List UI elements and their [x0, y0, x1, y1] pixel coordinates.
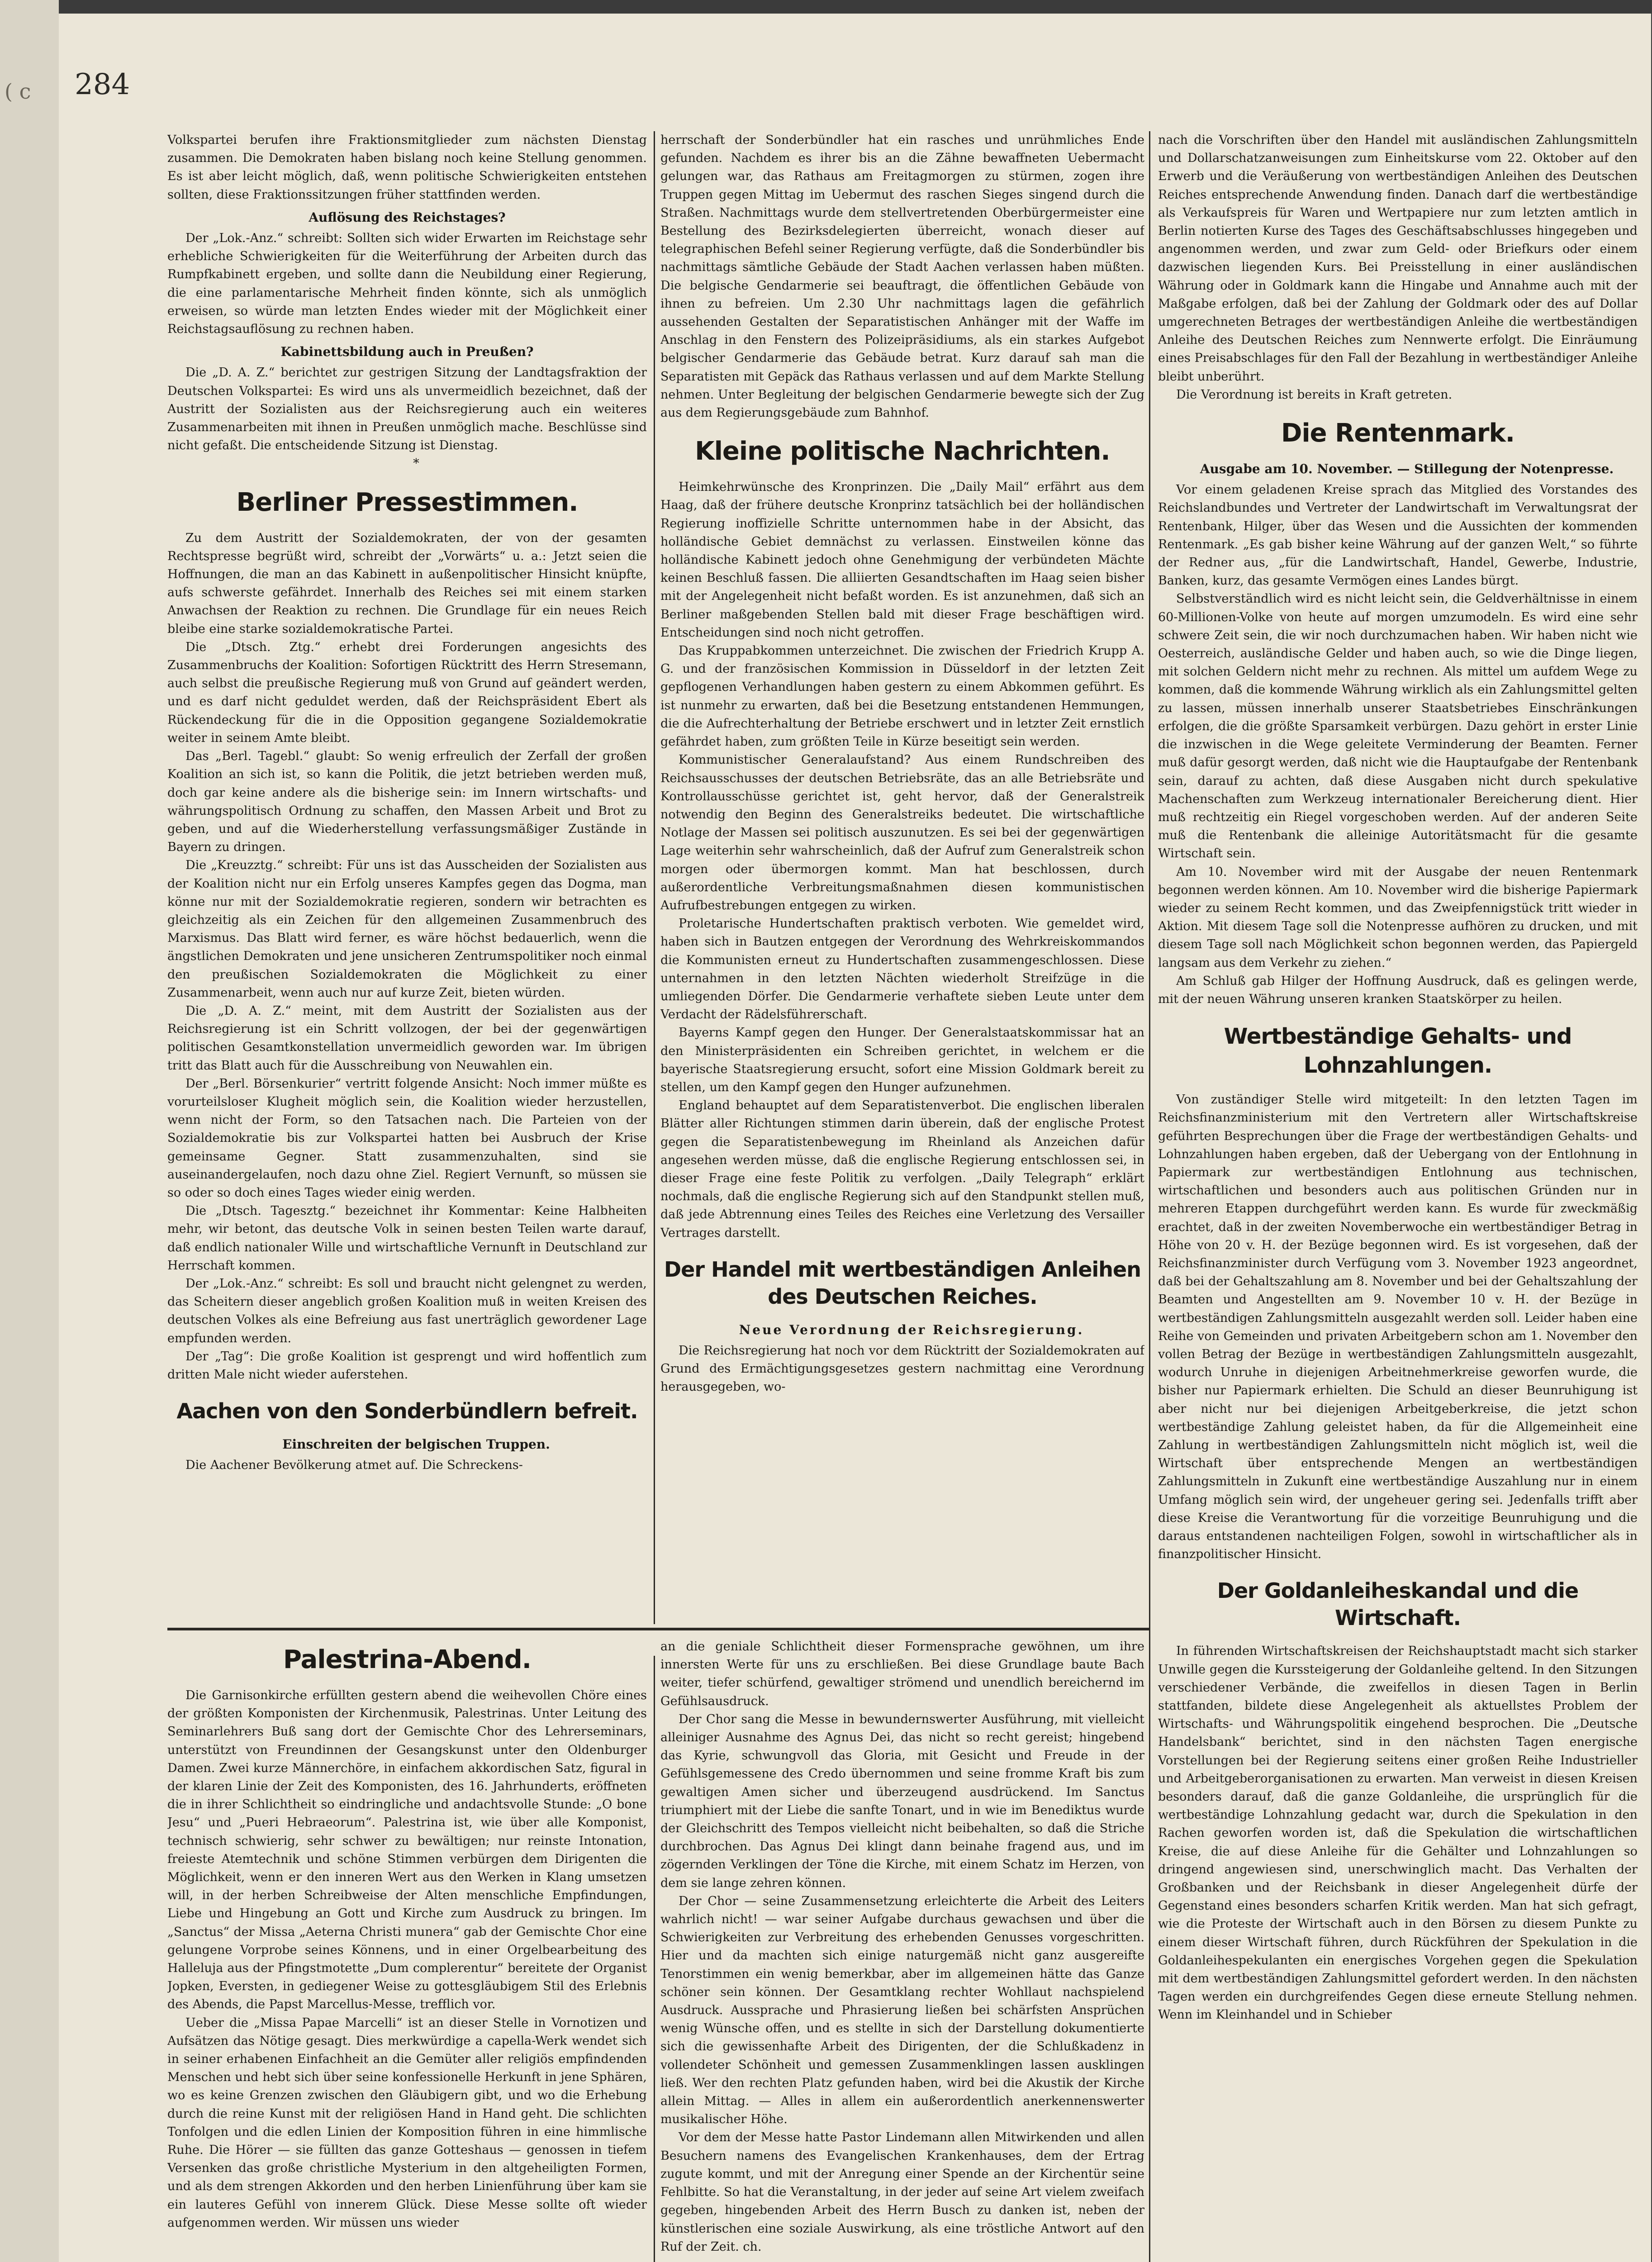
paragraph: Die „D. A. Z.“ meint, mit dem Austritt der Sozialisten aus der Reichsregierung ist ein Schritt vollzogen, der bei der gegenwärtigen politischen Gesamtkonstellation unvermeidlich geworden war. Im übrigen tritt das Blatt auch für die Ausschreibung von Neuwahlen ein.: [167, 1003, 647, 1073]
paragraph: Die „Dtsch. Ztg.“ erhebt drei Forderungen angesichts des Zusammenbruchs der Koalition: Sofortigen Rücktritt des Herrn Stresemann, auch selbst die preußische Regierung muß von Grund auf geändert werden, und es darf nicht geduldet werden, daß der Reichspräsident Ebert als Rückendeckung für die in die Opposition gegangene Sozialdemokratie weiter in seinem Amte bleibt.: [167, 640, 647, 745]
paragraph: Die Reichsregierung hat noch vor dem Rücktritt der Sozialdemokraten auf Grund des Ermächtigungsgesetzes gestern nachmittag eine Verordnung herausgegeben, wo-: [660, 1343, 1144, 1394]
paragraph: Der „Berl. Börsenkurier“ vertritt folgende Ansicht: Noch immer müßte es vorurteilsloser Klugheit möglich sein, die Koalition wieder herzustellen, wenn nicht der Form, so den Tatsachen nach. Die Parteien von der Sozialdemokratie bis zur Volkspartei hatten bei Ausbruch der Krise gemeinsame Gegner. Statt zusammenzuhalten, sind sie auseinandergelaufen, noch dazu ohne Ziel. Regiert Vernunft, so müssen sie so oder so doch eines Tages wieder einig werden.: [167, 1076, 647, 1200]
headline-kleine-nachrichten: Kleine politische Nachrichten.: [695, 437, 1110, 466]
paragraph: Die Garnisonkirche erfüllten gestern abend die weihevollen Chöre eines der größten Komponisten der Kirchenmusik, Palestrinas. Unter Leitung des Seminarlehrers Buß sang dort der Gemischte Chor des Lehrerseminars, unterstützt von Freundinnen der Gesangskunst unter den Oldenburger Damen. Zwei kurze Männerchöre, in einfachem akkordischen Satz, figural in der klaren Linie der Zeit des Komponisten, des 16. Jahrhunderts, eröffneten die in ihrer Schlichtheit so eindringliche und andachtsvolle Stunde: „O bone Jesu“ und „Pueri Hebraeorum“. Palestrina ist, wie über alle Komponist, technisch schwierig, sehr schwer zu bewältigen; nur reinste Intonation, freieste Atemtechnik und schöne Stimmen verbürgen dem Dirigenten die Möglichkeit, wenn er den inneren Wert aus den Werken in Klang umsetzen will, in der herben Schreibweise der Alten menschliche Empfindungen, Liebe und Hingebung an Gott und Kirche zum Ausdruck zu bringen. Im „Sanctus“ der Missa „Aeterna Christi munera“ gab der Gemischte Chor eine gelungene Vorprobe seines Könnens, und in einer Orgelbearbeitung des Halleluja aus der Pfingstmotette „Dum complerentur“ bereitete der Organist Jopken, Eversten, in gediegener Weise zu gottesgläubigem Stil des Erlebnis des Abends, die Papst Marcellus-Messe, trefflich vor.: [167, 1688, 647, 2012]
headline-goldanleiheskandal: Der Goldanleiheskandal und die Wirtschaft.: [1217, 1578, 1579, 1630]
paragraph: Die Verordnung ist bereits in Kraft getreten.: [1176, 387, 1453, 402]
headline-palestrina-abend: Palestrina-Abend.: [283, 1645, 531, 1674]
paragraph: herrschaft der Sonderbündler hat ein rasches und unrühmliches Ende gefunden. Nachdem es ihrer bis an die Zähne bewaffneten Uebermacht gelungen war, das Rathaus am Freitagmorgen zu stürmen, zogen ihre Truppen gegen Mittag im Uebermut des raschen Sieges singend durch die Straßen. Nachmittags wurde dem stellvertretenden Oberbürgermeister eine Bestellung des Bezirksdelegierten überreicht, wonach dieser auf telegraphischen Befehl seiner Regierung verfügte, daß die Sonderbündler bis nachmittags sämtliche Gebäude der Stadt Aachen verlassen haben müßten. Die belgische Gendarmerie sei beauftragt, die öffentlichen Gebäude von ihnen zu befreien. Um 2.30 Uhr nachmittags lagen die gefährlich aussehenden Gestalten der Separatistischen Anhänger mit der Waffe im Anschlag in den Fenstern des Polizeipräsidiums, als ein starkes Aufgebot belgischer Gendarmerie das Gebäude betrat. Kurz darauf sah man die Separatisten mit Gepäck das Rathaus verlassen und auf dem Markte Stellung nehmen. Unter Begleitung der belgischen Gendarmerie bewegte sich der Zug aus dem Regierungsgebäude zum Bahnhof.: [660, 133, 1144, 420]
section-divider: [167, 1628, 1149, 1630]
page-number: 284: [75, 68, 130, 101]
paragraph: Der „Lok.-Anz.“ schreibt: Es soll und braucht nicht gelengnet zu werden, das Scheitern dieser angeblich großen Koalition muß in weiten Kreisen des deutschen Volkes als eine Befreiung aus fast unerträglich gewordener Lage empfunden werden.: [167, 1276, 647, 1345]
paragraph: Selbstverständlich wird es nicht leicht sein, die Geldverhältnisse in einem 60-Millionen-Volke von heute auf morgen umzumodeln. Es wird eine sehr schwere Zeit sein, die wir noch durchzumachen haben. Wir haben nicht wie Oesterreich, ausländische Gelder und haben auch, so wie die Dinge liegen, mit solchen Geldern nicht mehr zu rechnen. Als mittel um aufdem Wege zu kommen, daß die kommende Währung wirklich als ein Zahlungsmittel gelten zu lassen, müssen innerhalb unserer Staatsbetriebes Einschränkungen erfolgen, die die größte Sparsamkeit verbürgen. Dazu gehört in erster Linie die inzwischen in die Wege geleitete Verminderung der Beamten. Ferner muß dafür gesorgt werden, daß nicht wie die Hauptaufgabe der Rentenbank sein, darauf zu achten, daß diese Ausgaben nicht durch spekulative Machenschaften zum Werkzeug internationaler Bereicherung dient. Hier muß rechtzeitig ein Riegel vorgeschoben werden. Auf der anderen Seite muß die Rentenbank die alleinige Autoritätsmacht für die gesamte Wirtschaft sein.: [1158, 592, 1638, 861]
paragraph: Vor einem geladenen Kreise sprach das Mitglied des Vorstandes des Reichslandbundes und Vertreter der Landwirtschaft im Verwaltungsrat der Rentenbank, Hilger, über das Wesen und die Aussichten der kommenden Rentenmark. „Es gab bisher keine Währung auf der ganzen Welt,“ so führte der Redner aus, „für die Landwirtschaft, Handel, Gewerbe, Industrie, Banken, kurz, das gesamte Vermögen eines Landes bürgt.: [1158, 483, 1638, 588]
paragraph: Die „D. A. Z.“ berichtet zur gestrigen Sitzung der Landtagsfraktion der Deutschen Volkspartei: Es wird uns als unvermeidlich bezeichnet, daß der Austritt der Sozialisten aus der Reichsregierung auch ein weiteres Zusammenarbeiten mit ihnen in Preußen unmöglich mache. Beschlüsse sind nicht gefaßt. Die entscheidende Sitzung ist Dienstag.: [167, 366, 647, 453]
paragraph: Volkspartei berufen ihre Fraktionsmitglieder zum nächsten Dienstag zusammen. Die Demokraten haben bislang noch keine Stellung genommen. Es ist aber leicht möglich, daß, wenn politische Schwierigkeiten entstehen sollten, diese Fraktionssitzungen früher stattfinden werden.: [167, 133, 647, 202]
feuilleton-column-1: [167, 1638, 647, 2262]
subheadline: Neue Verordnung der Reichsregierung.: [739, 1322, 1084, 1337]
paragraph: Die „Dtsch. Tagesztg.“ bezeichnet ihr Kommentar: Keine Halbheiten mehr, wir betont, das deutsche Volk in seinen besten Teilen warte darauf, daß endlich nationaler Wille und wirtschaftliche Vernunft in Deutschland zur Herrschaft kommen.: [167, 1204, 647, 1273]
scan-margin: [0, 0, 59, 2262]
subheadline: Ausgabe am 10. November. — Stillegung der Notenpresse.: [1200, 461, 1614, 477]
paragraph: England behauptet auf dem Separatistenverbot. Die englischen liberalen Blätter aller Richtungen stimmen darin überein, daß der englische Protest gegen die Separatistenbewegung im Rheinland als Anzeichen dafür angesehen werden müsse, daß die englische Regierung entschlossen sei, in dieser Frage eine feste Politik zu verfolgen. „Daily Telegraph“ erklärt nochmals, daß die englische Regierung sich auf den Standpunkt stellen muß, daß jede Abtrennung eines Teiles des Reiches eine Verletzung des Versailler Vertrages darstellt.: [660, 1098, 1144, 1240]
paragraph: Die „Kreuzztg.“ schreibt: Für uns ist das Ausscheiden der Sozialisten aus der Koalition nicht nur ein Erfolg unseres Kampfes gegen das Dogma, man könne nur mit der Sozialdemokratie regieren, sondern wir betrachten es gleichzeitig als ein Zeichen für den allgemeinen Zusammenbruch des Marxismus. Das Blatt wird ferner, es wäre höchst bedauerlich, wenn die ängstlichen Demokraten und jene unsicheren Zentrumspolitiker noch einmal den preußischen Sozialdemokraten die Möglichkeit zu einer Zusammenarbeit, wenn auch nur auf kurze Zeit, bieten würden.: [167, 858, 647, 1000]
feuilleton-column-2: [660, 1638, 1144, 2262]
column-2: [660, 131, 1144, 1624]
headline-wertbestaendige-gehalts: Wertbeständige Gehalts- und Lohnzahlungen.: [1224, 1024, 1572, 1079]
paragraph: Die Aachener Bevölkerung atmet auf. Die Schreckens-: [185, 1458, 523, 1473]
paragraph: Proletarische Hundertschaften praktisch verboten. Wie gemeldet wird, haben sich in Bautzen entgegen der Verordnung des Wehrkreiskommandos die Kommunisten erneut zu Hundertschaften zusammengeschlossen. Diese unternahmen in den letzten Nächten wiederholt Streifzüge in die umliegenden Dörfer. Die Gendarmerie verhaftete sieben Leute unter dem Verdacht der Rädelsführerschaft.: [660, 917, 1144, 1022]
paragraph: Der „Lok.-Anz.“ schreibt: Sollten sich wider Erwarten im Reichstage sehr erhebliche Schwierigkeiten für die Weiterführung der Arbeiten durch das Rumpfkabinett ergeben, und sollte dann die Neubildung einer Regierung, die eine parlamentarische Mehrheit finden könnte, sich als unmöglich erweisen, so würde man letzten Endes wieder mit der Möglichkeit einer Reichstagsauflösung zu rechnen haben.: [167, 231, 647, 337]
paragraph: an die geniale Schlichtheit dieser Formensprache gewöhnen, um ihre innersten Werte für uns zu erschließen. Bei diese Grundlage baute Bach weiter, tiefer schürfend, gewaltiger strömend und unendlich bereichernd im Gefühlsausdruck.: [660, 1639, 1144, 1708]
column-rule-3: [654, 1656, 655, 2262]
paragraph: Zu dem Austritt der Sozialdemokraten, der von der gesamten Rechtspresse begrüßt wird, schreibt der „Vorwärts“ u. a.: Jetzt seien die Hoffnungen, die man an das Kabinett in außenpolitischer Hinsicht knüpfte, aufs schwerste gefährdet. Innerhalb des Reiches sei mit einem starken Anwachsen der Reaktion zu rechnen. Die Grundlage für ein neues Reich bleibe eine starke sozialdemokratische Partei.: [167, 531, 647, 636]
paragraph: Das „Berl. Tagebl.“ glaubt: So wenig erfreulich der Zerfall der großen Koalition an sich ist, so kann die Politik, die jetzt betrieben werden muß, doch gar keine andere als die bisherige sein: im Innern wirtschafts- und währungspolitisch Ordnung zu schaffen, den Massen Arbeit und Brot zu geben, und auf die Wiederherstellung verfassungsmäßiger Zustände in Bayern zu dringen.: [167, 749, 647, 855]
margin-marks: ( c: [5, 79, 31, 104]
paragraph: Der Chor sang die Messe in bewundernswerter Ausführung, mit vielleicht alleiniger Ausnahme des Agnus Dei, das nicht so recht gereist; hingebend das Kyrie, schwungvoll das Gloria, mit Gesicht und Freude in der Gefühlsgemessene des Credo übernommen und seine fromme Kraft bis zum gewaltigen Amen sicher und überzeugend ausdrückend. Im Sanctus triumphiert mit der Liebe die sanfte Tonart, und in wie im Benediktus wurde der Gleichschritt des Tempos vielleicht nicht beibehalten, so daß die Striche durchbrochen. Das Agnus Dei klingt dann beinahe fragend aus, und im zögernden Verklingen der Töne die Kirche, mit einem Schatz im Herzen, von dem sie lange zehren können.: [660, 1712, 1144, 1890]
paragraph: Vor dem der Messe hatte Pastor Lindemann allen Mitwirkenden und allen Besuchern namens des Evangelischen Krankenhauses, dem der Ertrag zugute kommt, und mit der Anregung einer Spende an der Kirchentür seine Fehlbitte. So hat die Veranstaltung, in der jeder auf seine Art vielem zweifach gegeben, hingebenden Arbeit des Herrn Busch zu danken ist, neben der künstlerischen eine soziale Auswirkung, als eine tröstliche Antwort auf den Ruf der Zeit. ch.: [660, 2130, 1144, 2254]
headline-aachen: Aachen von den Sonderbündlern befreit.: [176, 1399, 638, 1424]
paragraph: Kommunistischer Generalaufstand? Aus einem Rundschreiben des Reichsausschusses der deutschen Betriebsräte, das an alle Betriebsräte und Kontrollausschüsse gerichtet ist, geht hervor, daß der Generalstreik notwendig den Beginn des Generalstreiks bedeutet. Die wirtschaftliche Notlage der Massen sei politisch auszunutzen. Es sei bei der gegenwärtigen Lage weiterhin sehr wahrscheinlich, daß der Aufruf zum Generalstreik schon morgen oder übermorgen kommt. Man hat beschlossen, durch außerordentliche Verbreitungsmaßnahmen diesen kommunistischen Aufrufbestrebungen entgegen zu wirken.: [660, 753, 1144, 912]
paragraph: Das Kruppabkommen unterzeichnet. Die zwischen der Friedrich Krupp A. G. und der französischen Kommission in Düsseldorf in der letzten Zeit gepflogenen Verhandlungen haben gestern zu einem Abkommen geführt. Es ist nunmehr zu erwarten, daß bei die Besetzung entstandenen Hemmungen, die die Aufrechterhaltung der Betriebe erschwert und in letzter Zeit ernstlich gefährdet haben, zum größten Teile in Kürze beseitigt sein werden.: [660, 644, 1144, 749]
paragraph: Der Chor — seine Zusammensetzung erleichterte die Arbeit des Leiters wahrlich nicht! — war seiner Aufgabe durchaus gewachsen und über die Schwierigkeiten zur Verbreitung des erhebenden Genusses vorgeschritten. Hier und da machten sich einige naturgemäß nicht ganz ausgereifte Tenorstimmen ein wenig bemerkbar, aber im allgemeinen hätte das Ganze schöner sein können. Der Gesamtklang rechter Wohllaut nachspielend Ausdruck. Aussprache und Phrasierung ließen bei schärfsten Ansprüchen wenig Wünsche offen, und es stellte in sich der Darstellung dokumentierte sich die gewissenhafte Arbeit des Dirigenten, der die Schlußkadenz in vollendeter Schönheit und gemessen Zusammenklingen lassen ausklingen ließ. Wer den rechten Platz gefunden haben, wird bei die Akustik der Kirche allein Mittag. — Alles in allem ein außerordentlich anerkennenswerter musikalischer Höhe.: [660, 1894, 1144, 2127]
paragraph: Heimkehrwünsche des Kronprinzen. Die „Daily Mail“ erfährt aus dem Haag, daß der frühere deutsche Kronprinz tatsächlich bei der holländischen Regierung inoffizielle Schritte unternommen habe in der Absicht, das holländische Gebiet demnächst zu verlassen. Einstweilen könne das holländische Kabinett jedoch ohne Genehmigung der verbündeten Mächte keinen Beschluß fassen. Die alliierten Gesandtschaften im Haag seien bisher mit der Angelegenheit nicht befaßt worden. Es ist anzunehmen, daß sich an Berliner maßgebenden Stellen bald mit dieser Frage beschäftigen wird. Entscheidungen sind noch nicht getroffen.: [660, 480, 1144, 640]
paragraph: Am Schluß gab Hilger der Hoffnung Ausdruck, daß es gelingen werde, mit der neuen Währung unseren kranken Staatskörper zu heilen.: [1158, 974, 1638, 1006]
subheadline: Einschreiten der belgischen Truppen.: [282, 1437, 550, 1452]
paragraph: nach die Vorschriften über den Handel mit ausländischen Zahlungsmitteln und Dollarschatzanweisungen zum Einheitskurse vom 22. Oktober auf den Erwerb und die Veräußerung von wertbeständigen Anleihen des Deutschen Reiches entsprechende Anwendung finden. Danach darf die wertbeständige als Verkaufspreis für Waren und Wertpapiere nur zum letzten amtlich in Berlin notierten Kurse des Tages des Geschäftsabschlusses hingegeben und angenommen werden, und zwar zum Geld- oder Briefkurs oder einem dazwischen liegenden Kurs. Bei Preisstellung in einer ausländischen Währung oder in Goldmark kann die Hingabe und Annahme auch mit der Maßgabe erfolgen, daß bei der Zahlung der Goldmark oder des auf Dollar umgerechneten Betrages der wertbeständigen Anleihe die wertbeständigen Anleihe des Deutschen Reiches zum Nennwerte erfolgt. Die Einräumung eines Preisabschlages für den Fall der Bezahlung in wertbeständiger Anleihe bleibt unberührt.: [1158, 133, 1638, 384]
headline-berliner-pressestimmen: Berliner Pressestimmen.: [236, 487, 578, 517]
paragraph: Am 10. November wird mit der Ausgabe der neuen Rentenmark begonnen werden können. Am 10. November wird die bisherige Papiermark wieder zu seinem Recht kommen, und das Zweipfennigstück tritt wieder in Aktion. Mit diesem Tage soll die Notenpresse aufhören zu drucken, und mit diesem Tage soll nach Möglichkeit schon begonnen werden, das Papiergeld langsam aus dem Verkehr zu ziehen.“: [1158, 865, 1638, 970]
paragraph: Bayerns Kampf gegen den Hunger. Der Generalstaatskommissar hat an den Ministerpräsidenten ein Schreiben gerichtet, in welchem er die bayerische Staatsregierung ersucht, sofort eine Mission Goldmark bereit zu stellen, um den Kampf gegen den Hunger aufzunehmen.: [660, 1026, 1144, 1094]
paragraph: Der „Tag“: Die große Koalition ist gesprengt und wird hoffentlich zum dritten Male nicht wieder auferstehen.: [167, 1349, 647, 1382]
headline-rentenmark: Die Rentenmark.: [1281, 418, 1514, 448]
separator-star: *: [413, 456, 419, 471]
headline-handel-anleihen: Der Handel mit wertbeständigen Anleihen des Deutschen Reiches.: [664, 1257, 1141, 1309]
column-1: [167, 131, 647, 1624]
subheading: Auflösung des Reichstages?: [309, 209, 506, 225]
column-rule-2: [1149, 131, 1150, 2262]
paragraph: Ueber die „Missa Papae Marcelli“ ist an dieser Stelle in Vornotizen und Aufsätzen das Nötige gesagt. Dies merkwürdige a capella-Werk wendet sich in seiner erhabenen Einfachheit an die Gemüter aller religiös empfindenden Menschen und hebt sich über seine konfessionelle Herkunft in jene Sphären, wo es keine Grenzen zwischen den Gläubigern gibt, und wo die Erhebung durch die reine Kunst mit der religiösen Hand in Hand geht. Die schlichten Tonfolgen und die edlen Linien der Komposition führen in eine himmlische Ruhe. Die Hörer — sie füllten das ganze Gotteshaus — genossen in tiefem Versenken das große christliche Mysterium in den altgeheiligten Formen, und als dem strengen Akkorden und den herben Linienführung über kam sie ein lauteres Gefühl von innerem Glück. Diese Messe sollte oft wieder aufgenommen werden. Wir müssen uns wieder: [167, 2015, 647, 2230]
paragraph: In führenden Wirtschaftskreisen der Reichshauptstadt macht sich starker Unwille gegen die Kurssteigerung der Goldanleihe geltend. In den Sitzungen verschiedener Verbände, die zweifellos in diesen Tagen in Berlin stattfanden, bildete diese Angelegenheit als aktuellstes Problem der Wirtschafts- und Währungspolitik eingehend besprochen. Die „Deutsche Handelsbank“ berichtet, sind in den nächsten Tagen energische Vorstellungen bei der Regierung seitens einer großen Reihe Industrieller und Arbeitgeberorganisationen zu erwarten. Man verweist in diesen Kreisen besonders darauf, daß die ganze Goldanleihe, die ursprünglich für die wertbeständige Lohnzahlung gedacht war, durch die Spekulation in den Rachen geworfen worden ist, daß die Spekulation die wirtschaftlichen Kreise, die auf diese Anleihe für die Gehälter und Lohnzahlungen so dringend angewiesen sind, unerschwinglich macht. Das Verhalten der Großbanken und der Reichsbank in dieser Angelegenheit dürfe der Gegenstand eines besonders scharfen Kritik werden. Man hat sich gefragt, wie die Proteste der Wirtschaft auch in den Börsen zu diesem Punkte zu einem dieser Wirtschaft führen, durch Rückführen der Spekulation in die Goldanleihespekulanten ein energisches Vorgehen gegen die Spekulation mit dem wertbeständigen Zahlungsmittel gefordert werden. In den nächsten Tagen werden ein durchgreifendes Gegen diese erneute Stellung nehmen. Wenn im Kleinhandel und in Schieber: [1158, 1644, 1638, 2022]
column-rule-1: [654, 131, 655, 1624]
column-3: [1158, 131, 1638, 2262]
subheading: Kabinettsbildung auch in Preußen?: [280, 344, 534, 360]
paragraph: Von zuständiger Stelle wird mitgeteilt: In den letzten Tagen im Reichsfinanzministerium mit den Vertretern aller Wirtschaftskreise geführten Besprechungen über die Frage der wertbeständigen Gehalts- und Lohnzahlungen haben ergeben, daß der Uebergang von der Entlohnung in Papiermark zur wertbeständigen Entlohnung aus technischen, wirtschaftlichen und besonders auch aus politischen Gründen nur in mehreren Etappen durchgeführt werden kann. Es wurde für zweckmäßig erachtet, daß in der zweiten Novemberwoche ein wertbeständiger Betrag in Höhe von 20 v. H. der Bezüge begonnen wird. Es ist vorgesehen, daß der Reichsfinanzminister durch Verfügung vom 3. November 1923 angeordnet, daß bei der Gehaltszahlung am 8. November und bei der Gehaltszahlung der Beamten und Angestellten am 9. November 10 v. H. der Bezüge in wertbeständigen Zahlungsmitteln ausgezahlt werden soll. Leider haben eine Reihe von Gemeinden und privaten Arbeitgebern schon am 1. November den vollen Betrag der Bezüge in wertbeständigen Zahlungsmitteln ausgezahlt, wodurch Unruhe in diejenigen Arbeitnehmerkreise geworfen wurde, die bisher nur Papiermark erhielten. Die Schuld an dieser Beunruhigung ist aber nicht nur bei diejenigen Arbeitgeberkreise, die jetzt schon wertbeständige Zahlung geleistet haben, da für die Allgemeinheit eine Zahlung in wertbeständigen Zahlungsmitteln nicht möglich ist, weil die Wirtschaft über entsprechende Mengen an wertbeständigen Zahlungsmitteln in Zukunft eine wertbeständige Auszahlung nur in einem Umfang möglich sein wird, der ungeheuer gering sei. Jedenfalls trifft aber diese Kreise die Verantwortung für die vorzeitige Beunruhigung und die daraus entstandenen nachteiligen Folgen, sowohl in wirtschaftlicher als in finanzpolitischer Hinsicht.: [1158, 1093, 1638, 1562]
